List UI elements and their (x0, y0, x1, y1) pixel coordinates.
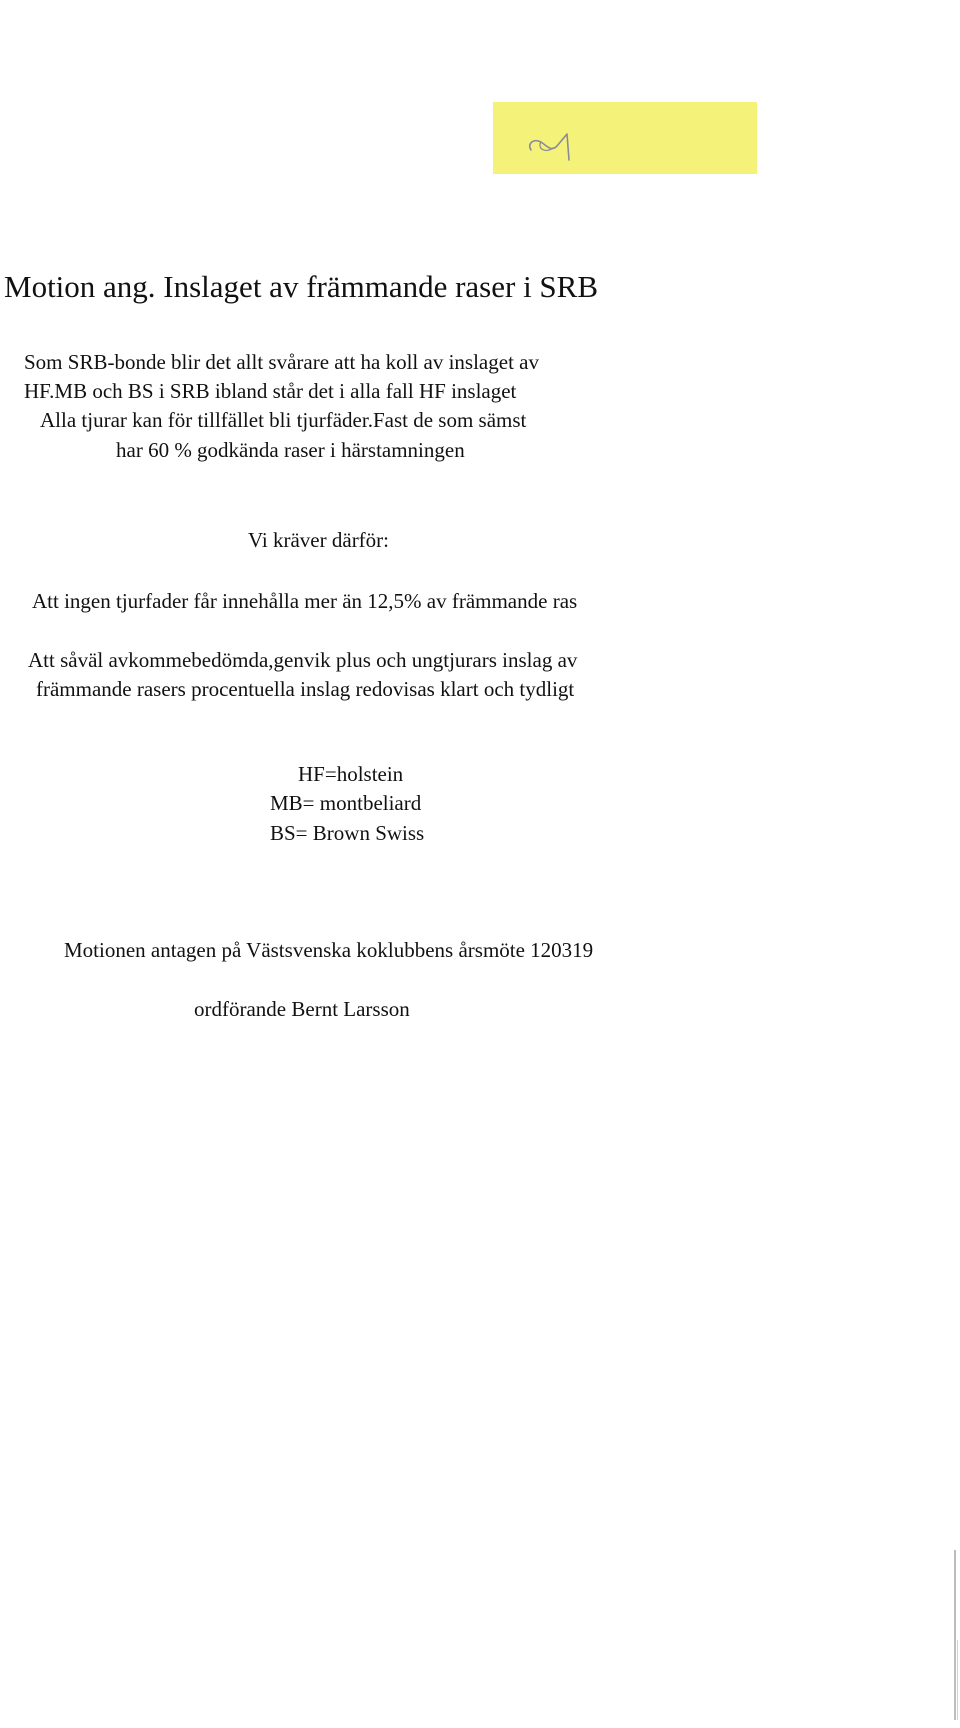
abbreviation-mb: MB= montbeliard (270, 791, 422, 815)
scan-edge-mark-secondary (957, 1640, 958, 1720)
demand-1: Att ingen tjurfader får innehålla mer än 12,5% av främmande ras (32, 589, 578, 613)
scan-edge-mark (954, 1550, 956, 1720)
demand-heading: Vi kräver därför: (248, 528, 390, 552)
adopted-statement: Motionen antagen på Västsvenska koklubbens årsmöte 120319 (64, 938, 594, 962)
intro-line-1: Som SRB-bonde blir det allt svårare att ha koll av inslaget av (24, 350, 539, 374)
demand-2-line-1: Att såväl avkommebedömda,genvik plus och ungtjurars inslag av (28, 648, 578, 672)
abbreviation-bs: BS= Brown Swiss (270, 821, 425, 845)
intro-line-2: HF.MB och BS i SRB ibland står det i alla fall HF inslaget (24, 379, 517, 403)
yellow-sticker (493, 102, 757, 174)
handwritten-number-icon (523, 116, 603, 166)
document-title: Motion ang. Inslaget av främmande raser i SRB (4, 269, 599, 304)
intro-line-4: har 60 % godkända raser i härstamningen (116, 438, 465, 462)
chair-signature: ordförande Bernt Larsson (194, 997, 410, 1021)
intro-line-3: Alla tjurar kan för tillfället bli tjurfäder.Fast de som sämst (40, 408, 527, 432)
demand-2-line-2: främmande rasers procentuella inslag redovisas klart och tydligt (36, 677, 575, 701)
abbreviation-hf: HF=holstein (298, 762, 404, 786)
